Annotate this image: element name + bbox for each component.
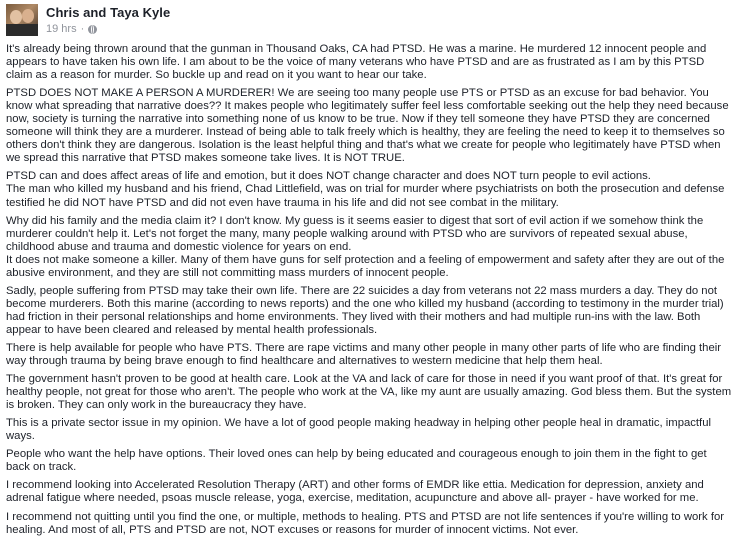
post-paragraph-7: Sadly, people suffering from PTSD may take their own life. There are 22 suicides a day from veterans not 22 mass murders a day. They do not become murderers. Both this marine (according to news reports) and the one who killed my husband (according to testimony in the murder trial) had friction in their personal relationships and home environments. They lived with their mothers and had multiple run-ins with the law. Both appear to have been cleared and released by mental health professionals. xyxy=(6,284,724,336)
post-paragraph-8: There is help available for people who have PTS. There are rape victims and many other people in many other parts of life who are finding their way through trauma by being brave enough to find healthcare and alternatives to western medicine that help them heal. xyxy=(6,341,722,368)
post-paragraph-1: It's already being thrown around that the gunman in Thousand Oaks, CA had PTSD. He was a marine. He murdered 12 innocent people and appears to have taken his own life. I am about to be the voice of many veterans who have PTSD and are as frustrated as I am by this PTSD claim as a reason for murder. So buckle up and read on it you want to hear our take. xyxy=(6,43,707,82)
avatar-face-right xyxy=(22,9,34,23)
author-name[interactable]: Chris and Taya Kyle xyxy=(46,5,171,20)
post-paragraph-3: PTSD can and does affect areas of life and emotion, but it does NOT change character and does NOT turn people to evil actions. xyxy=(6,170,651,183)
post-paragraph-9: The government hasn't proven to be good at health care. Look at the VA and lack of care for those in need if you want proof of that. It's great for healthy people, not great for those who aren't. The people who work at the VA, like my aunt are usually amazing. God bless them. But the system is broken. They can only work in the bureaucracy they have. xyxy=(6,373,732,412)
avatar-clothing xyxy=(6,24,38,36)
post-paragraph-2: PTSD DOES NOT MAKE A PERSON A MURDERER! We are seeing too many people use PTS or PTSD as an excuse for bad behavior. You know what spreading that narrative does?? It makes people who legitimately suffer feel less comfortable seeking out the help they need because now, society is turning the narrative into something none of us know to be true. Now if they tell someone they have PTSD they are concerned someone will think they are a murderer. Instead of being able to talk freely which is healthy, they are feeling the need to keep it to themselves so others don't think they are dangerous. Isolation is the least helpful thing and that's what we create for people who legitimately have PTSD when we spread this narrative that PTSD makes someone take lives. It is NOT TRUE. xyxy=(6,87,729,165)
post-timestamp[interactable]: 19 hrs xyxy=(46,23,77,35)
post-paragraph-12: I recommend looking into Accelerated Resolution Therapy (ART) and other forms of EMDR like ettia. Medication for depression, anxiety and adrenal fatigue where needed, psoas muscle release, yoga, exercise, meditation, acupuncture and above all- prayer - have worked for me. xyxy=(6,479,704,505)
post-paragraph-13: I recommend not quitting until you find the one, or multiple, methods to healing. PTS and PTSD are not life sentences if you're willing to work for healing. And most of all, PTS and PTSD are not, NOT excuses or reasons for murder of innocent victims. Not ever. xyxy=(6,510,724,536)
avatar-face-left xyxy=(10,10,22,24)
globe-icon[interactable] xyxy=(88,25,97,34)
post-meta xyxy=(46,23,97,35)
post-paragraph-10: This is a private sector issue in my opinion. We have a lot of good people making headway in helping other people heal in dramatic, impactful ways. xyxy=(6,417,711,443)
meta-separator: · xyxy=(80,23,85,35)
post-paragraph-11: People who want the help have options. Their loved ones can help by being educated and courageous enough to join them in the fight to get back on track. xyxy=(6,448,707,474)
post-paragraph-4: The man who killed my husband and his friend, Chad Littlefield, was on trial for murder where psychiatrists on both the prosecution and defense testified he did NOT have PTSD and did not even have trauma in his life and did not see combat in the military. xyxy=(6,183,725,209)
post-paragraph-5: Why did his family and the media claim it? I don't know. My guess is it seems easier to digest that sort of evil action if we somehow think the murderer couldn't help it. Let's not forget the many, many people walking around with PTSD who are survivors of repeated sexual abuse, childhood abuse and trauma and domestic violence for years on end. xyxy=(6,214,704,253)
post-body xyxy=(6,43,733,542)
post-header xyxy=(6,4,734,38)
post-paragraph-6: It does not make someone a killer. Many of them have guns for self protection and a feeling of empowerment and safety after they are out of the abusive environment, and they are still not committing mass murders of innocent people. xyxy=(6,253,725,279)
avatar[interactable] xyxy=(6,4,38,36)
